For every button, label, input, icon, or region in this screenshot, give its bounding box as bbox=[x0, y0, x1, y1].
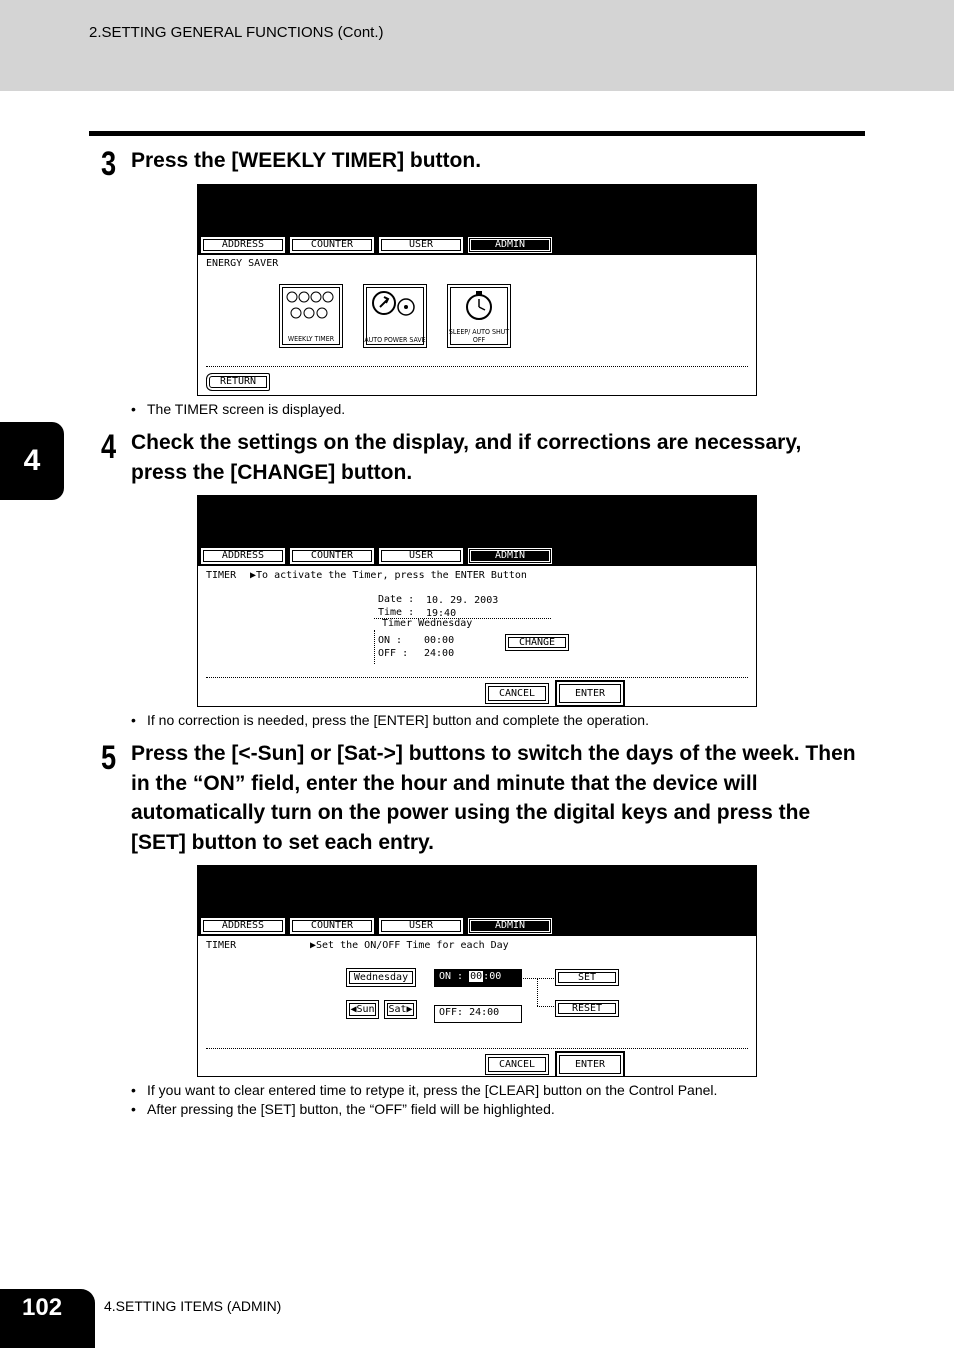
header-band bbox=[0, 0, 954, 91]
note: • The TIMER screen is displayed. bbox=[131, 401, 346, 417]
step-number: 4 bbox=[101, 428, 117, 466]
note-text: If no correction is needed, press the [ENTER] button and complete the operation. bbox=[147, 712, 649, 728]
tab-address[interactable]: ADDRESS bbox=[201, 237, 285, 253]
timer-screen bbox=[197, 495, 757, 707]
stopwatch-icon bbox=[448, 285, 510, 325]
screen-title: TIMER bbox=[206, 940, 237, 951]
step-number: 5 bbox=[101, 739, 117, 777]
tab-address[interactable]: ADDRESS bbox=[201, 548, 285, 564]
divider bbox=[206, 366, 748, 367]
tab-user[interactable]: USER bbox=[379, 918, 463, 934]
on-label: ON : bbox=[439, 971, 464, 982]
footer-section: 4.SETTING ITEMS (ADMIN) bbox=[104, 1298, 282, 1314]
date-label: Date : bbox=[378, 594, 415, 605]
tab-address[interactable]: ADDRESS bbox=[201, 918, 285, 934]
section-rule bbox=[89, 131, 865, 136]
off-text: OFF: 24:00 bbox=[439, 1007, 500, 1018]
divider bbox=[206, 1048, 748, 1049]
date-value: 10. 29. 2003 bbox=[426, 595, 499, 606]
on-time-field[interactable] bbox=[434, 969, 522, 987]
step-number: 3 bbox=[101, 145, 117, 183]
on-minute: :00 bbox=[483, 971, 502, 982]
enter-button[interactable]: ENTER bbox=[555, 1051, 625, 1077]
tab-counter[interactable]: COUNTER bbox=[290, 237, 374, 253]
return-button[interactable]: RETURN bbox=[206, 373, 270, 391]
step-instruction: Press the [<-Sun] or [Sat->] buttons to switch the days of the week. Then in the “ON” field, enter the hour and minute that the device will automatically turn on the power using the digital keys and press the [SET] button to set each entry. bbox=[131, 742, 856, 854]
note: • If you want to clear entered time to retype it, press the [CLEAR] button on the Control Panel. bbox=[131, 1082, 718, 1098]
step-instruction: Press the [WEEKLY TIMER] button. bbox=[131, 149, 482, 172]
divider bbox=[374, 630, 375, 664]
timer-set-screen bbox=[197, 865, 757, 1077]
set-button[interactable]: SET bbox=[555, 969, 619, 986]
note: • If no correction is needed, press the [ENTER] button and complete the operation. bbox=[131, 712, 649, 728]
tab-bar bbox=[201, 548, 552, 564]
tab-bar bbox=[201, 237, 552, 253]
cancel-button[interactable]: CANCEL bbox=[485, 1054, 549, 1075]
tab-user[interactable]: USER bbox=[379, 237, 463, 253]
page-number: 102 bbox=[0, 1289, 95, 1348]
on-value: 00:00 bbox=[424, 635, 455, 646]
on-hour: 00 bbox=[470, 971, 483, 982]
chapter-tab: 4 bbox=[0, 422, 64, 500]
running-header: 2.SETTING GENERAL FUNCTIONS (Cont.) bbox=[89, 24, 384, 41]
time-value: 19:40 bbox=[426, 608, 457, 619]
icon-label: SLEEP/ AUTO SHUT OFF bbox=[448, 328, 510, 344]
auto-power-save-button[interactable] bbox=[363, 284, 427, 348]
enter-button[interactable]: ENTER bbox=[555, 680, 625, 707]
tab-counter[interactable]: COUNTER bbox=[290, 548, 374, 564]
day-display: Wednesday bbox=[346, 968, 416, 987]
divider bbox=[206, 677, 748, 678]
timer-day: Timer Wednesday bbox=[382, 618, 473, 629]
note-text: If you want to clear entered time to retype it, press the [CLEAR] button on the Control Panel. bbox=[147, 1082, 718, 1098]
cancel-button[interactable]: CANCEL bbox=[485, 683, 549, 704]
tab-user[interactable]: USER bbox=[379, 548, 463, 564]
tab-admin[interactable]: ADMIN bbox=[468, 237, 552, 253]
sleep-auto-shut-off-button[interactable] bbox=[447, 284, 511, 348]
next-day-button[interactable]: Sat▶ bbox=[384, 1000, 417, 1019]
on-label: ON : bbox=[378, 635, 403, 646]
weekly-timer-button[interactable] bbox=[279, 284, 343, 348]
prev-day-button[interactable]: ◀Sun bbox=[346, 1000, 379, 1019]
off-time-field[interactable] bbox=[434, 1005, 522, 1023]
note-text: The TIMER screen is displayed. bbox=[147, 401, 346, 417]
clocks-icon bbox=[280, 285, 342, 331]
tab-counter[interactable]: COUNTER bbox=[290, 918, 374, 934]
off-value: 24:00 bbox=[424, 648, 455, 659]
reset-button[interactable]: RESET bbox=[555, 1000, 619, 1017]
icon-label: WEEKLY TIMER bbox=[287, 335, 335, 343]
step-instruction: Check the settings on the display, and if corrections are necessary, press the [CHANGE] button. bbox=[131, 431, 802, 484]
screen-title: TIMER bbox=[206, 570, 237, 581]
note: • After pressing the [SET] button, the “OFF” field will be highlighted. bbox=[131, 1101, 555, 1117]
off-label: OFF : bbox=[378, 648, 409, 659]
connector bbox=[537, 1006, 554, 1007]
note-text: After pressing the [SET] button, the “OFF” field will be highlighted. bbox=[147, 1101, 555, 1117]
connector bbox=[537, 978, 538, 1006]
screen-message: ▶Set the ON/OFF Time for each Day bbox=[310, 940, 509, 951]
icon-label: AUTO POWER SAVE bbox=[364, 336, 426, 344]
power-save-icon bbox=[364, 285, 426, 325]
screen-message: ▶To activate the Timer, press the ENTER Button bbox=[250, 570, 527, 581]
screen-section-label: ENERGY SAVER bbox=[206, 258, 279, 269]
tab-admin[interactable]: ADMIN bbox=[468, 548, 552, 564]
change-button[interactable]: CHANGE bbox=[505, 634, 569, 651]
tab-admin[interactable]: ADMIN bbox=[468, 918, 552, 934]
tab-bar bbox=[201, 918, 552, 934]
time-label: Time : bbox=[378, 607, 415, 618]
weekly-timer-screen bbox=[197, 184, 757, 396]
